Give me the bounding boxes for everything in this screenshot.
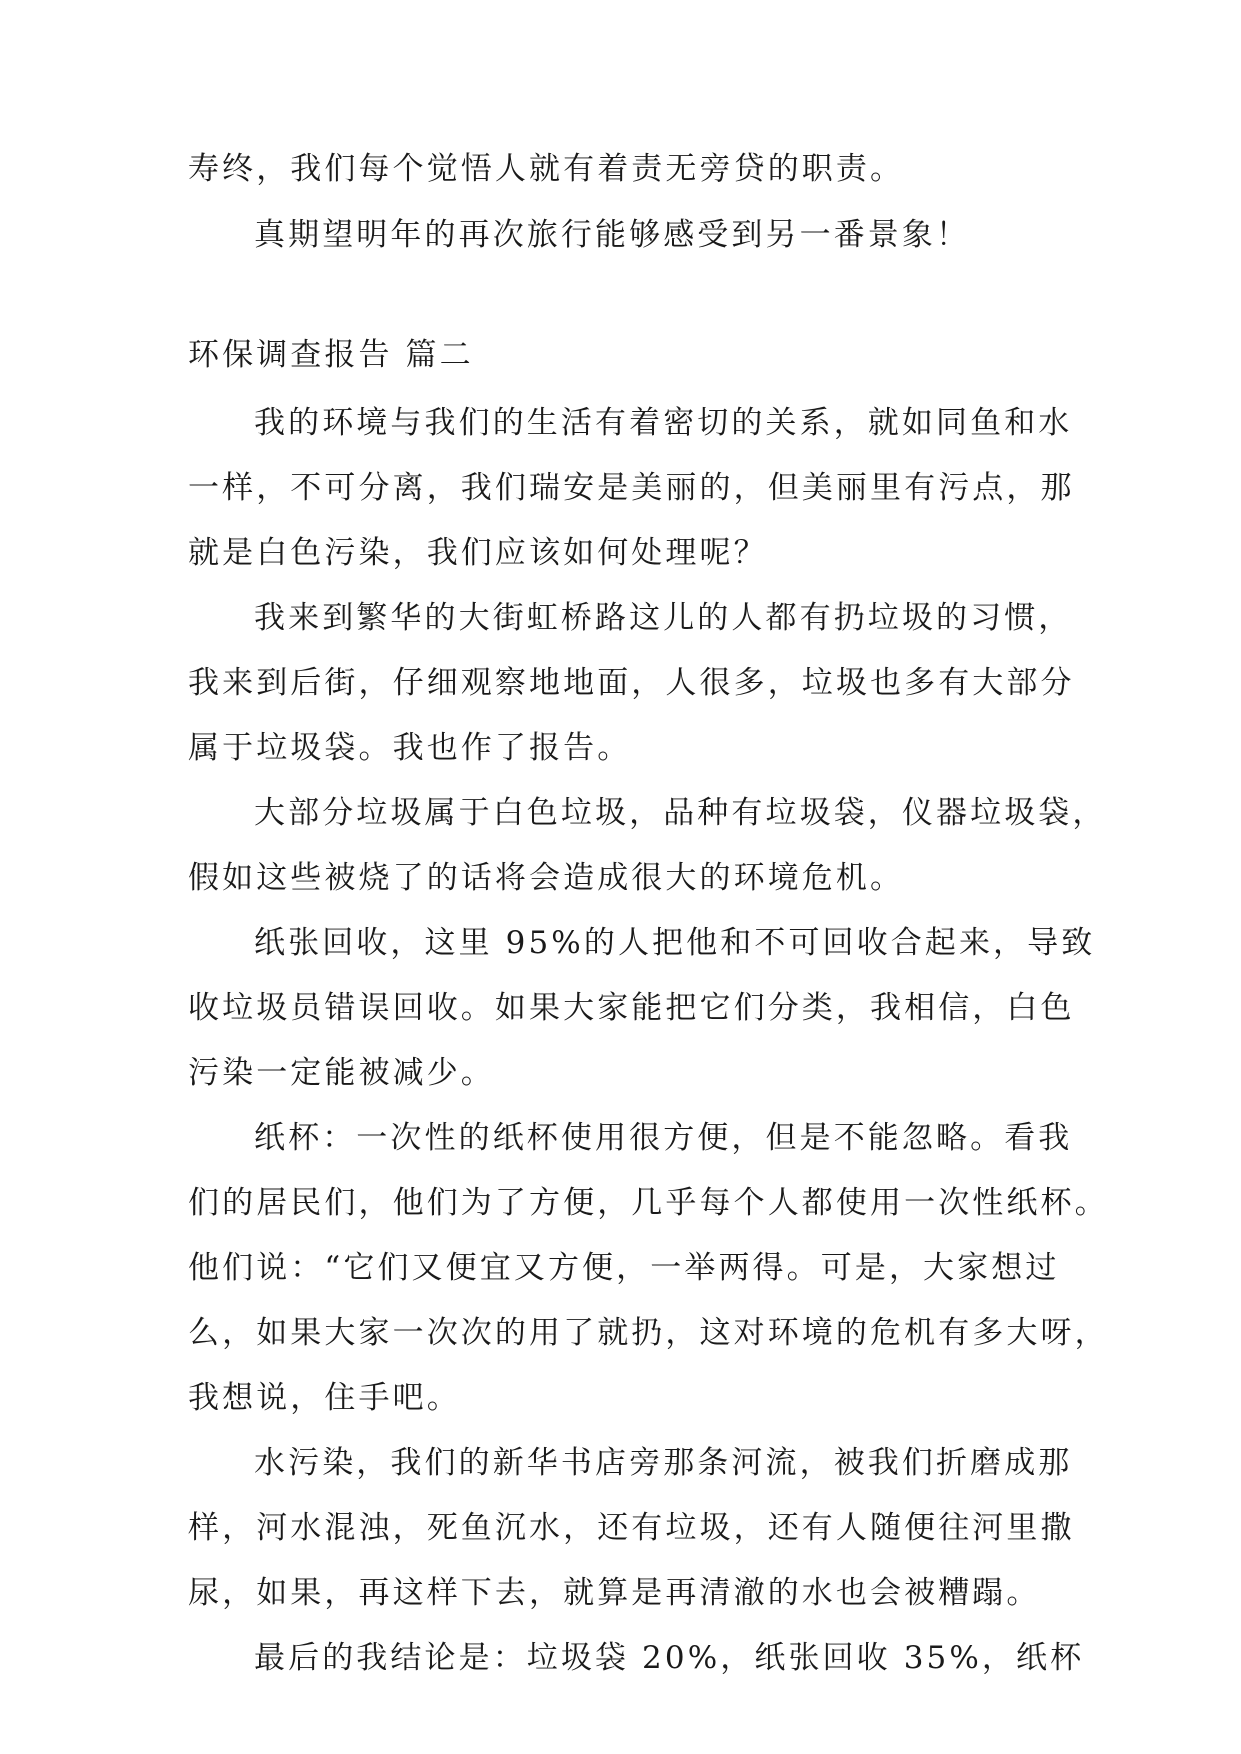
paragraph-line: 最后的我结论是：垃圾袋 20%，纸张回收 35%，纸杯 — [254, 1640, 1085, 1676]
paragraph-line: 污染一定能被减少。 — [188, 1055, 495, 1091]
paragraph-line: 属于垃圾袋。我也作了报告。 — [188, 730, 632, 766]
paragraph-line: 就是白色污染，我们应该如何处理呢？ — [188, 535, 768, 571]
paragraph-line: 假如这些被烧了的话将会造成很大的环境危机。 — [188, 860, 905, 896]
paragraph-line: 尿，如果，再这样下去，就算是再清澈的水也会被糟蹋。 — [188, 1575, 1041, 1611]
paragraph-line: 纸张回收，这里 95%的人把他和不可回收合起来，导致 — [254, 925, 1096, 961]
paragraph-line: 大部分垃圾属于白色垃圾，品种有垃圾袋，仪器垃圾袋， — [254, 795, 1107, 831]
paragraph-line: 真期望明年的再次旅行能够感受到另一番景象！ — [254, 217, 971, 253]
paragraph-line: 们的居民们，他们为了方便，几乎每个人都使用一次性纸杯。 — [188, 1185, 1109, 1221]
paragraph-line: 他们说：“它们又便宜又方便，一举两得。可是，大家想过 — [188, 1250, 1060, 1286]
paragraph-line: 水污染，我们的新华书店旁那条河流，被我们折磨成那 — [254, 1445, 1073, 1481]
paragraph-line: 我的环境与我们的生活有着密切的关系，就如同鱼和水 — [254, 405, 1073, 441]
paragraph-line: 一样，不可分离，我们瑞安是美丽的，但美丽里有污点，那 — [188, 470, 1075, 506]
paragraph-line: 我想说，住手吧。 — [188, 1380, 461, 1416]
paragraph-line: 纸杯：一次性的纸杯使用很方便，但是不能忽略。看我 — [254, 1120, 1073, 1156]
paragraph-line: 么，如果大家一次次的用了就扔，这对环境的危机有多大呀， — [188, 1315, 1109, 1351]
section-heading: 环保调查报告 篇二 — [188, 337, 474, 373]
paragraph-line: 样，河水混浊，死鱼沉水，还有垃圾，还有人随便往河里撒 — [188, 1510, 1075, 1546]
paragraph-line: 收垃圾员错误回收。如果大家能把它们分类，我相信，白色 — [188, 990, 1075, 1026]
paragraph-line: 我来到后街，仔细观察地地面，人很多，垃圾也多有大部分 — [188, 665, 1075, 701]
paragraph-line: 寿终，我们每个觉悟人就有着责无旁贷的职责。 — [188, 151, 905, 187]
paragraph-line: 我来到繁华的大街虹桥路这儿的人都有扔垃圾的习惯， — [254, 600, 1073, 636]
